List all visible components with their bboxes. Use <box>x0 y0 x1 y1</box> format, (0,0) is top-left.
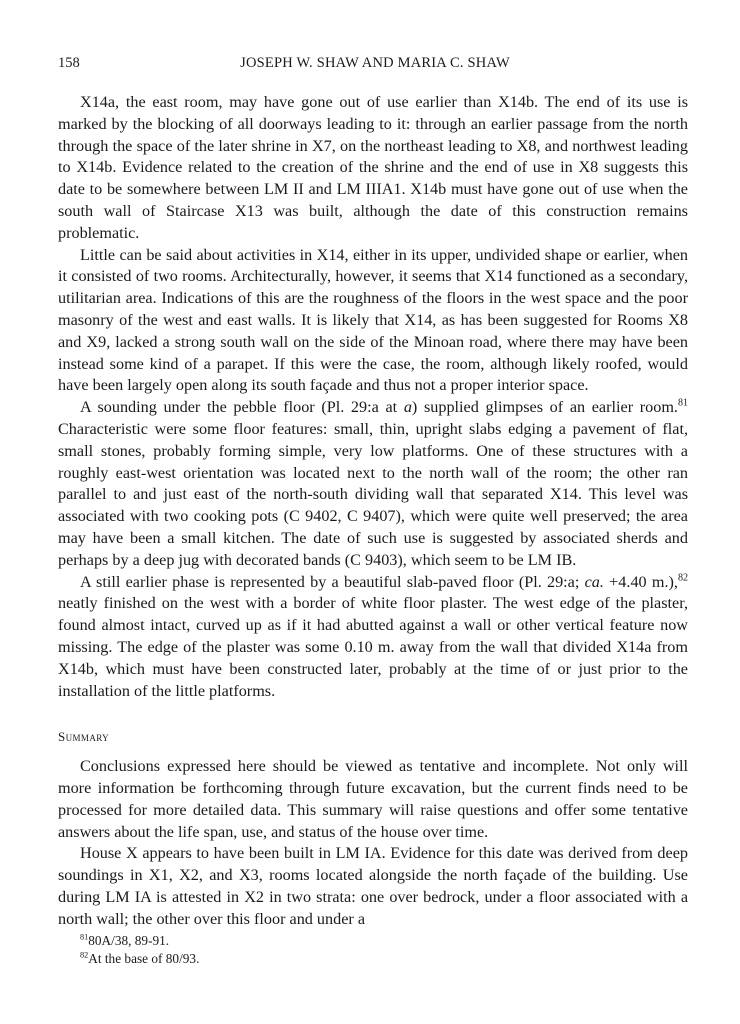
paragraph: House X appears to have been built in LM IA. Evidence for this date was derived from deep soundings in X1, X2, and X3, rooms located alongside the north façade of the building. Use during LM IA is attested in X2 in two strata: one over bedrock, under a floor associated with a north wall; the other over this floor and under a <box>58 844 688 928</box>
paragraph-text: ) supplied glimpses of an earlier room. <box>411 398 678 417</box>
page-header <box>58 55 692 77</box>
paragraph <box>58 572 688 703</box>
footnotes <box>58 932 688 968</box>
italic-text: ca. <box>584 572 604 591</box>
paragraph: Little can be said about activities in X14, either in its upper, undivided shape or earlier, when it consisted of two rooms. Architecturally, however, it seems that X14 functioned as a secondary, utilitarian area. Indications of this are the roughness of the floors in the west space and the poor masonry of the west and east walls. It is likely that X14, as has been suggested for Rooms X8 and X9, lacked a strong south wall on the side of the Minoan road, where there may have been instead some kind of a parapet. If this were the case, the room, although likely roofed, would have been largely open along its south façade and thus not a proper interior space. <box>58 245 688 395</box>
footnote-number: 82 <box>80 950 89 960</box>
paragraph: Conclusions expressed here should be viewed as tentative and incomplete. Not only will more information be forthcoming through future excavation, but the current finds need to be processed for more detailed data. This summary will raise questions and offer some tentative answers about the life span, use, and status of the house over time. <box>58 757 688 841</box>
footnote-number: 81 <box>80 932 89 942</box>
paragraph: X14a, the east room, may have gone out of use earlier than X14b. The end of its use is marked by the blocking of all doorways leading to it: through an earlier passage from the north through the space of the later shrine in X7, on the northeast leading to X8, and northwest leading to X14b. Evidence related to the creation of the shrine and the end of use in X8 suggests this date to be somewhere between LM II and LM IIIA1. X14b must have gone out of use when the south wall of Staircase X13 was built, although the date of this construction remains problematic. <box>58 93 688 242</box>
paragraph-text: A sounding under the pebble floor (Pl. 29:a at <box>80 398 404 417</box>
footnote-text: 80A/38, 89-91. <box>88 933 170 948</box>
italic-text: a <box>403 398 412 417</box>
paragraph-text: +4.40 m.), <box>603 572 678 591</box>
footnote <box>58 950 688 968</box>
footnote <box>58 932 688 950</box>
main-text <box>58 92 688 930</box>
paragraph-text: A still earlier phase is represented by a beautiful slab-paved floor (Pl. 29:a; <box>80 572 585 591</box>
paragraph <box>58 397 688 571</box>
footnote-ref: 82 <box>677 572 688 584</box>
paragraph-text: neatly finished on the west with a border of white floor plaster. The west edge of the plaster, found almost intact, curved up as if it had abutted against a wall or other vertical feature now missing. The edge of the plaster was some 0.10 m. away from the wall that divided X14a from X14b, which must have been constructed later, probably at the time of or just prior to the installation of the little platforms. <box>58 594 688 700</box>
footnote-ref: 81 <box>677 397 688 409</box>
page-number: 158 <box>58 55 80 71</box>
footnote-text: At the base of 80/93. <box>88 951 200 966</box>
paragraph-text: Characteristic were some floor features: small, thin, upright slabs edging a pavement of flat, small stones, probably forming simple, very low platforms. One of these structures with a roughly east-west orientation was located next to the north wall of the room; the other ran parallel to and just east of the north-south dividing wall that separated X14. This level was associated with two cooking pots (C 9402, C 9407), which were quite well preserved; the area may have been a small kitchen. The date of such use is suggested by associated sherds and perhaps by a deep jug with decorated bands (C 9403), which seem to be LM IB. <box>58 419 688 569</box>
section-heading: Summary <box>58 729 110 745</box>
running-head: JOSEPH W. SHAW AND MARIA C. SHAW <box>240 55 510 71</box>
